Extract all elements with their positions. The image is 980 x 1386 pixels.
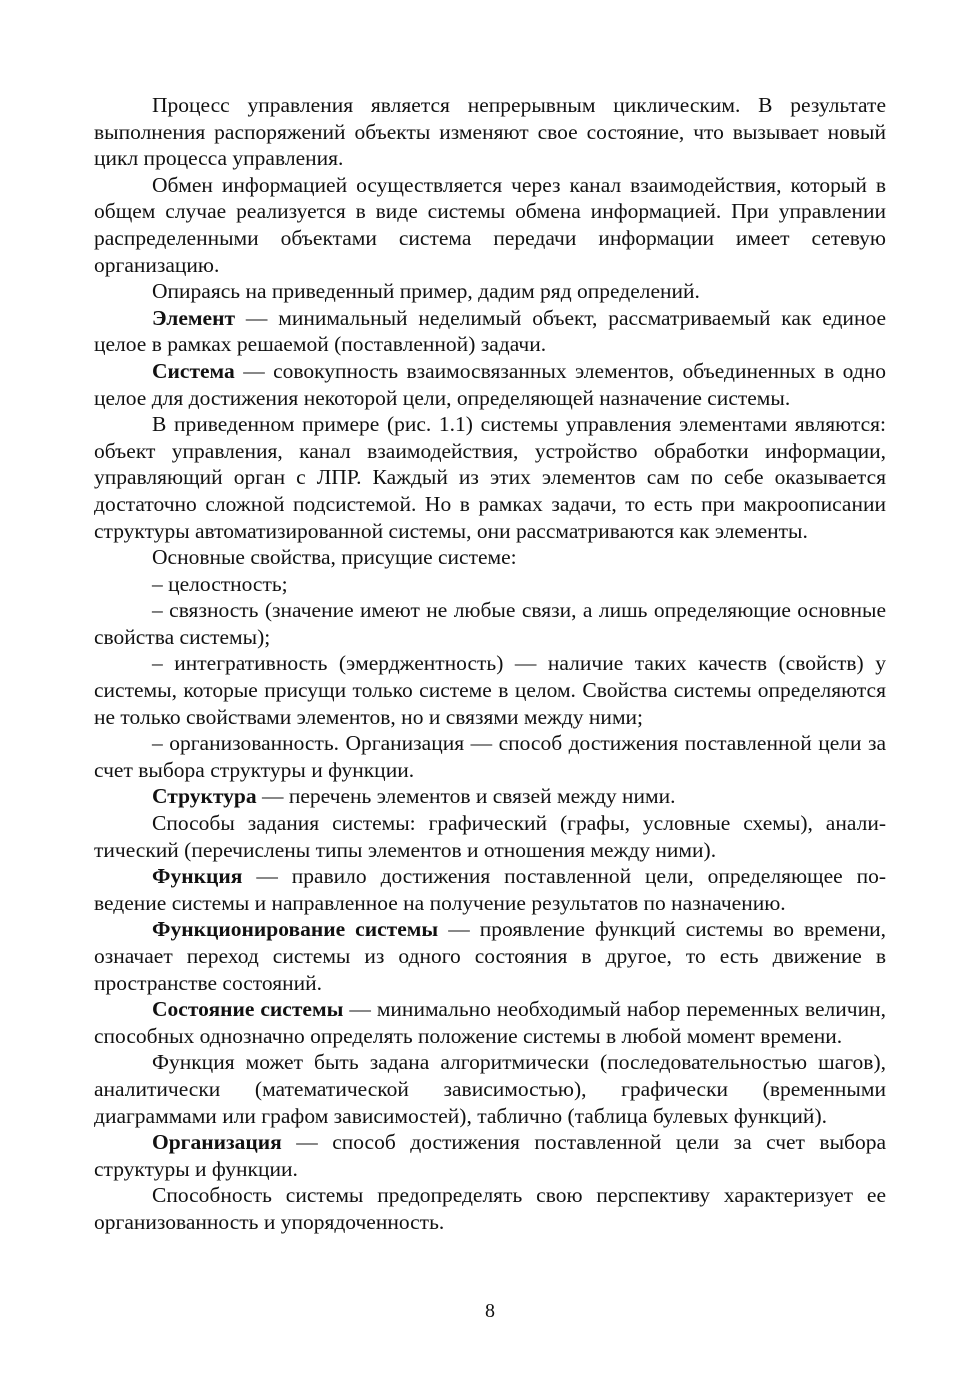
term-structure: Структура (152, 784, 257, 809)
paragraph-cycle: Процесс управления является непрерывным циклическим. В результате выполнения распоряжений объекты изменяют свое состояние, что вызывает новый цикл процесса управления. (94, 93, 886, 171)
paragraph-function-forms: Функция может быть задана алгоритмически (последовательностью шагов), аналитически (математической зависимостью), графически (временными диаграммами или графом зависимостей), таблично (таблица булевых функций). (94, 1050, 886, 1128)
definition-state: Состояние системы — минимально необходимый набор переменных величин, способных однозначно определять положение системы в любой момент времени. (94, 997, 886, 1048)
page-body (94, 92, 886, 1236)
definition-system: Система — совокупность взаимосвязанных элементов, объединенных в одно целое для достижения некоторой цели, определяющей назначение системы. (94, 358, 886, 410)
term-state: Состояние системы (152, 997, 344, 1022)
paragraph-perspective: Способность системы предопределять свою перспективу характеризует ее организованность и упорядоченность. (94, 1183, 886, 1234)
term-element: Элемент (152, 305, 236, 330)
definition-functioning: Функционирование системы — проявление функций системы во времени, означает переход системы из одного состояния в другое, то есть движение в пространстве состояний. (94, 917, 886, 995)
definition-structure: Структура — перечень элементов и связей между ними. (152, 784, 676, 809)
term-organization: Организация (152, 1130, 282, 1155)
paragraph-properties-intro: Основные свойства, присущие системе: (152, 545, 517, 570)
page-number: 8 (485, 1300, 495, 1322)
term-function: Функция (152, 864, 243, 889)
list-item-connectivity: – связность (значение имеют не любые связи, а лишь определяющие основные свойства системы); (94, 598, 886, 649)
list-item-integrity: – целостность; (152, 571, 288, 596)
paragraph-exchange: Обмен информацией осуществляется через канал взаимодействия, который в общем случае реализуется в виде системы обмена информацией. При управлении распределенными объектами система передачи информации имеет сетевую организацию. (94, 172, 886, 277)
paragraph-intro-definitions: Опираясь на приведенный пример, дадим ряд определений. (152, 279, 700, 304)
paragraph-system-specification: Способы задания системы: графический (графы, условные схемы), аналитический (перечислены типы элементов и отношения между ними). (94, 811, 886, 862)
definition-element: Элемент — минимальный неделимый объект, рассматриваемый как единое целое в рамках решаемой (поставленной) задачи. (94, 305, 886, 357)
term-system: Система (152, 358, 235, 383)
list-item-organization: – организованность. Организация — способ достижения поставленной цели за счет выбора структуры и функции. (94, 731, 886, 782)
definition-function: Функция — правило достижения поставленной цели, определяющее поведение системы и направленное на получение результатов по назначению. (94, 864, 886, 915)
definition-organization: Организация — способ достижения поставленной цели за счет выбора структуры и функции. (94, 1130, 886, 1181)
list-item-integrativity: – интегративность (эмерджентность) — наличие таких качеств (свойств) у системы, которые присущи только системе в целом. Свойства системы определяются не только свойствами элементов, но и связями между ними; (94, 651, 886, 729)
paragraph-example-elements: В приведенном примере (рис. 1.1) системы управления элементами являются: объект управления, канал взаимодействия, устройство обработки информации, управляющий орган с ЛПР. Каждый из этих элементов сам по себе оказывается достаточно сложной подсистемой. Но в рамках задачи, то есть при макроописании структуры автоматизированной системы, они рассматриваются как элементы. (94, 412, 886, 543)
term-functioning: Функционирование системы (152, 917, 439, 942)
